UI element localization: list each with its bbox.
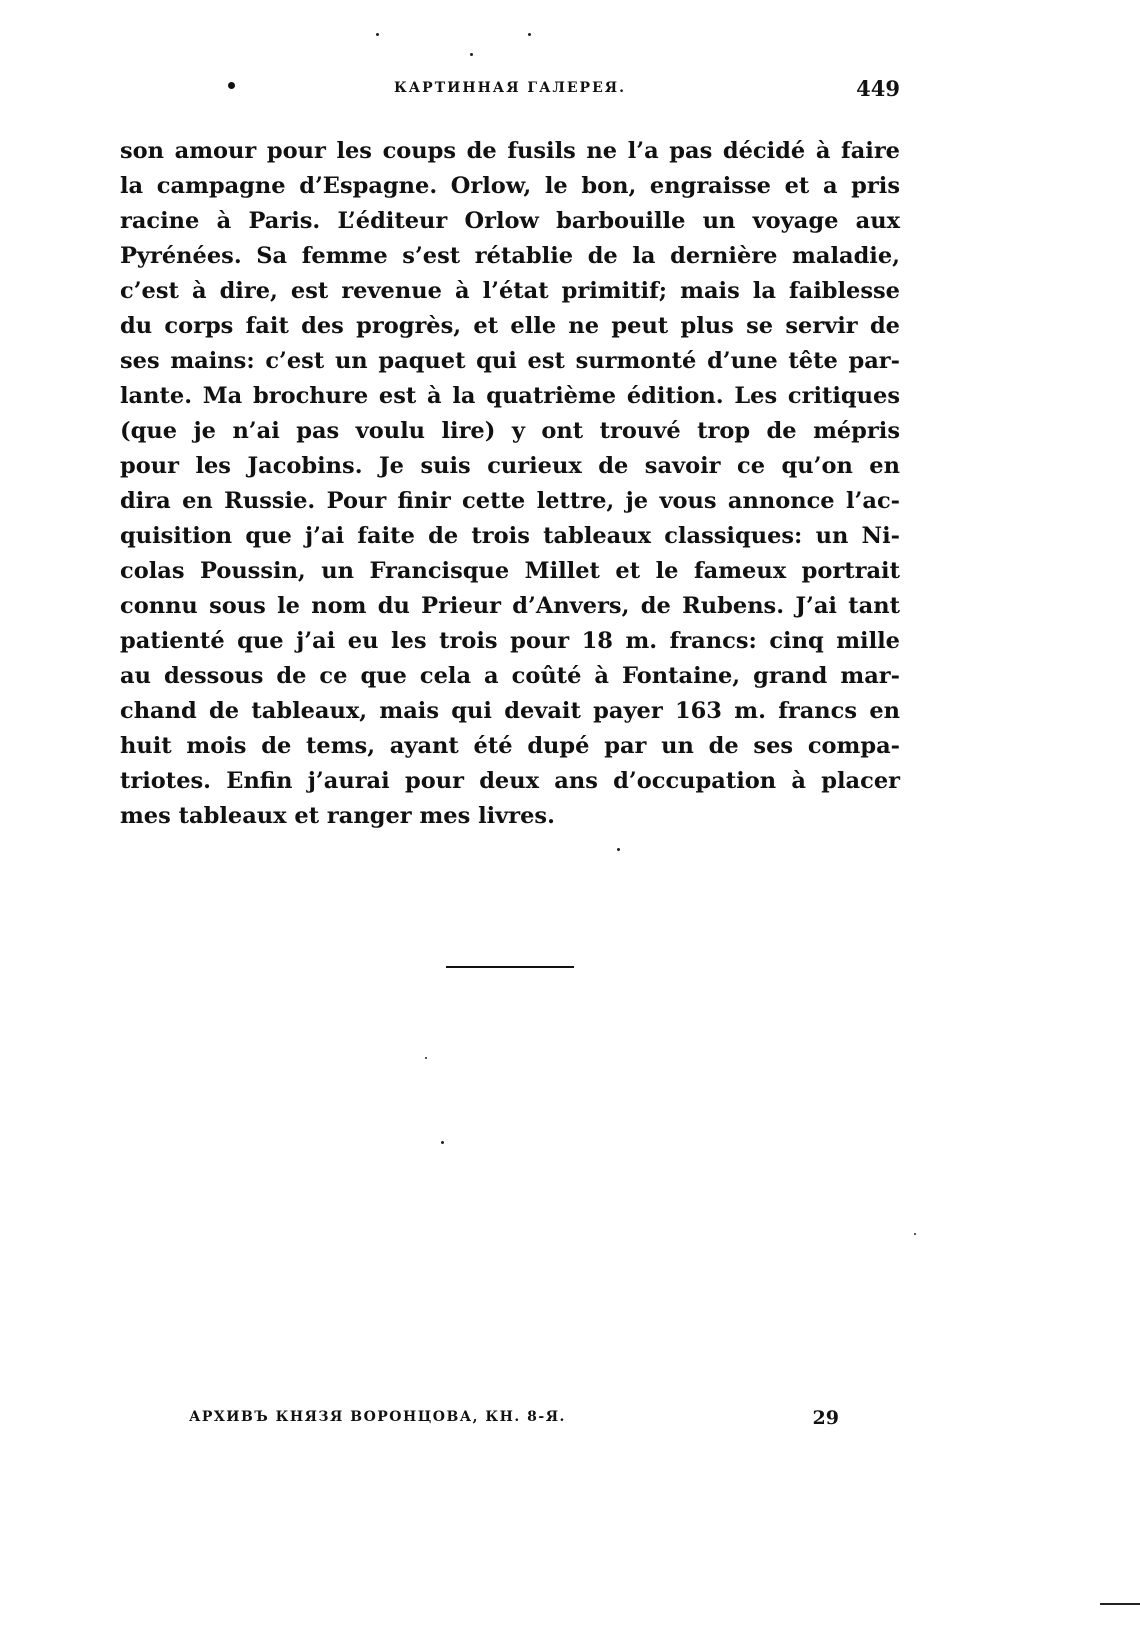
letter-text xyxy=(120,134,900,834)
edge-mark xyxy=(1100,1603,1140,1605)
page-header xyxy=(120,76,900,106)
print-speck xyxy=(425,1057,427,1059)
text-line: patienté que j’ai eu les trois pour 18 m. francs: cinq mille xyxy=(120,628,900,654)
text-line: huit mois de tems, ayant été dupé par un de ses compa- xyxy=(120,733,900,759)
print-speck xyxy=(441,1141,444,1144)
print-speck xyxy=(376,33,379,36)
text-line: lante. Ma brochure est à la quatrième édition. Les critiques xyxy=(120,383,900,409)
text-line: du corps fait des progrès, et elle ne peut plus se servir de xyxy=(120,313,900,339)
section-end-rule xyxy=(446,966,574,968)
print-speck xyxy=(617,848,620,851)
text-line: chand de tableaux, mais qui devait payer 163 m. francs en xyxy=(120,698,900,724)
sheet-number: 29 xyxy=(812,1407,839,1429)
text-line: (que je n’ai pas voulu lire) y ont trouvé trop de mépris xyxy=(120,418,900,444)
text-line: connu sous le nom du Prieur d’Anvers, de Rubens. J’ai tant xyxy=(120,593,900,619)
text-line: pour les Jacobins. Je suis curieux de savoir ce qu’on en xyxy=(120,453,900,479)
print-speck xyxy=(528,33,531,36)
text-line: c’est à dire, est revenue à l’état primitif; mais la faiblesse xyxy=(120,278,900,304)
signature-line: АРХИВЪ КНЯЗЯ ВОРОНЦОВА, КН. 8-Я. xyxy=(189,1409,566,1425)
text-line: ses mains: c’est un paquet qui est surmonté d’une tête par- xyxy=(120,348,900,374)
text-line: Pyrénées. Sa femme s’est rétablie de la dernière maladie, xyxy=(120,243,900,269)
text-line: son amour pour les coups de fusils ne l’a pas décidé à faire xyxy=(120,138,900,164)
text-line: triotes. Enfin j’aurai pour deux ans d’occupation à placer xyxy=(120,768,900,794)
text-line: dira en Russie. Pour finir cette lettre, je vous annonce l’ac- xyxy=(120,488,900,514)
text-line-last: mes tableaux et ranger mes livres. xyxy=(120,803,555,829)
print-speck xyxy=(470,53,473,56)
text-line: quisition que j’ai faite de trois tableaux classiques: un Ni- xyxy=(120,523,900,549)
text-line: colas Poussin, un Francisque Millet et le fameux portrait xyxy=(120,558,900,584)
print-speck xyxy=(914,1233,916,1235)
page-footer xyxy=(189,1407,839,1437)
text-line: la campagne d’Espagne. Orlow, le bon, engraisse et a pris xyxy=(120,173,900,199)
text-line: au dessous de ce que cela a coûté à Fontaine, grand mar- xyxy=(120,663,900,689)
running-head: КАРТИННАЯ ГАЛЕРЕЯ. xyxy=(394,80,626,96)
text-line: racine à Paris. L’éditeur Orlow barbouille un voyage aux xyxy=(120,208,900,234)
page-number: 449 xyxy=(856,76,900,101)
